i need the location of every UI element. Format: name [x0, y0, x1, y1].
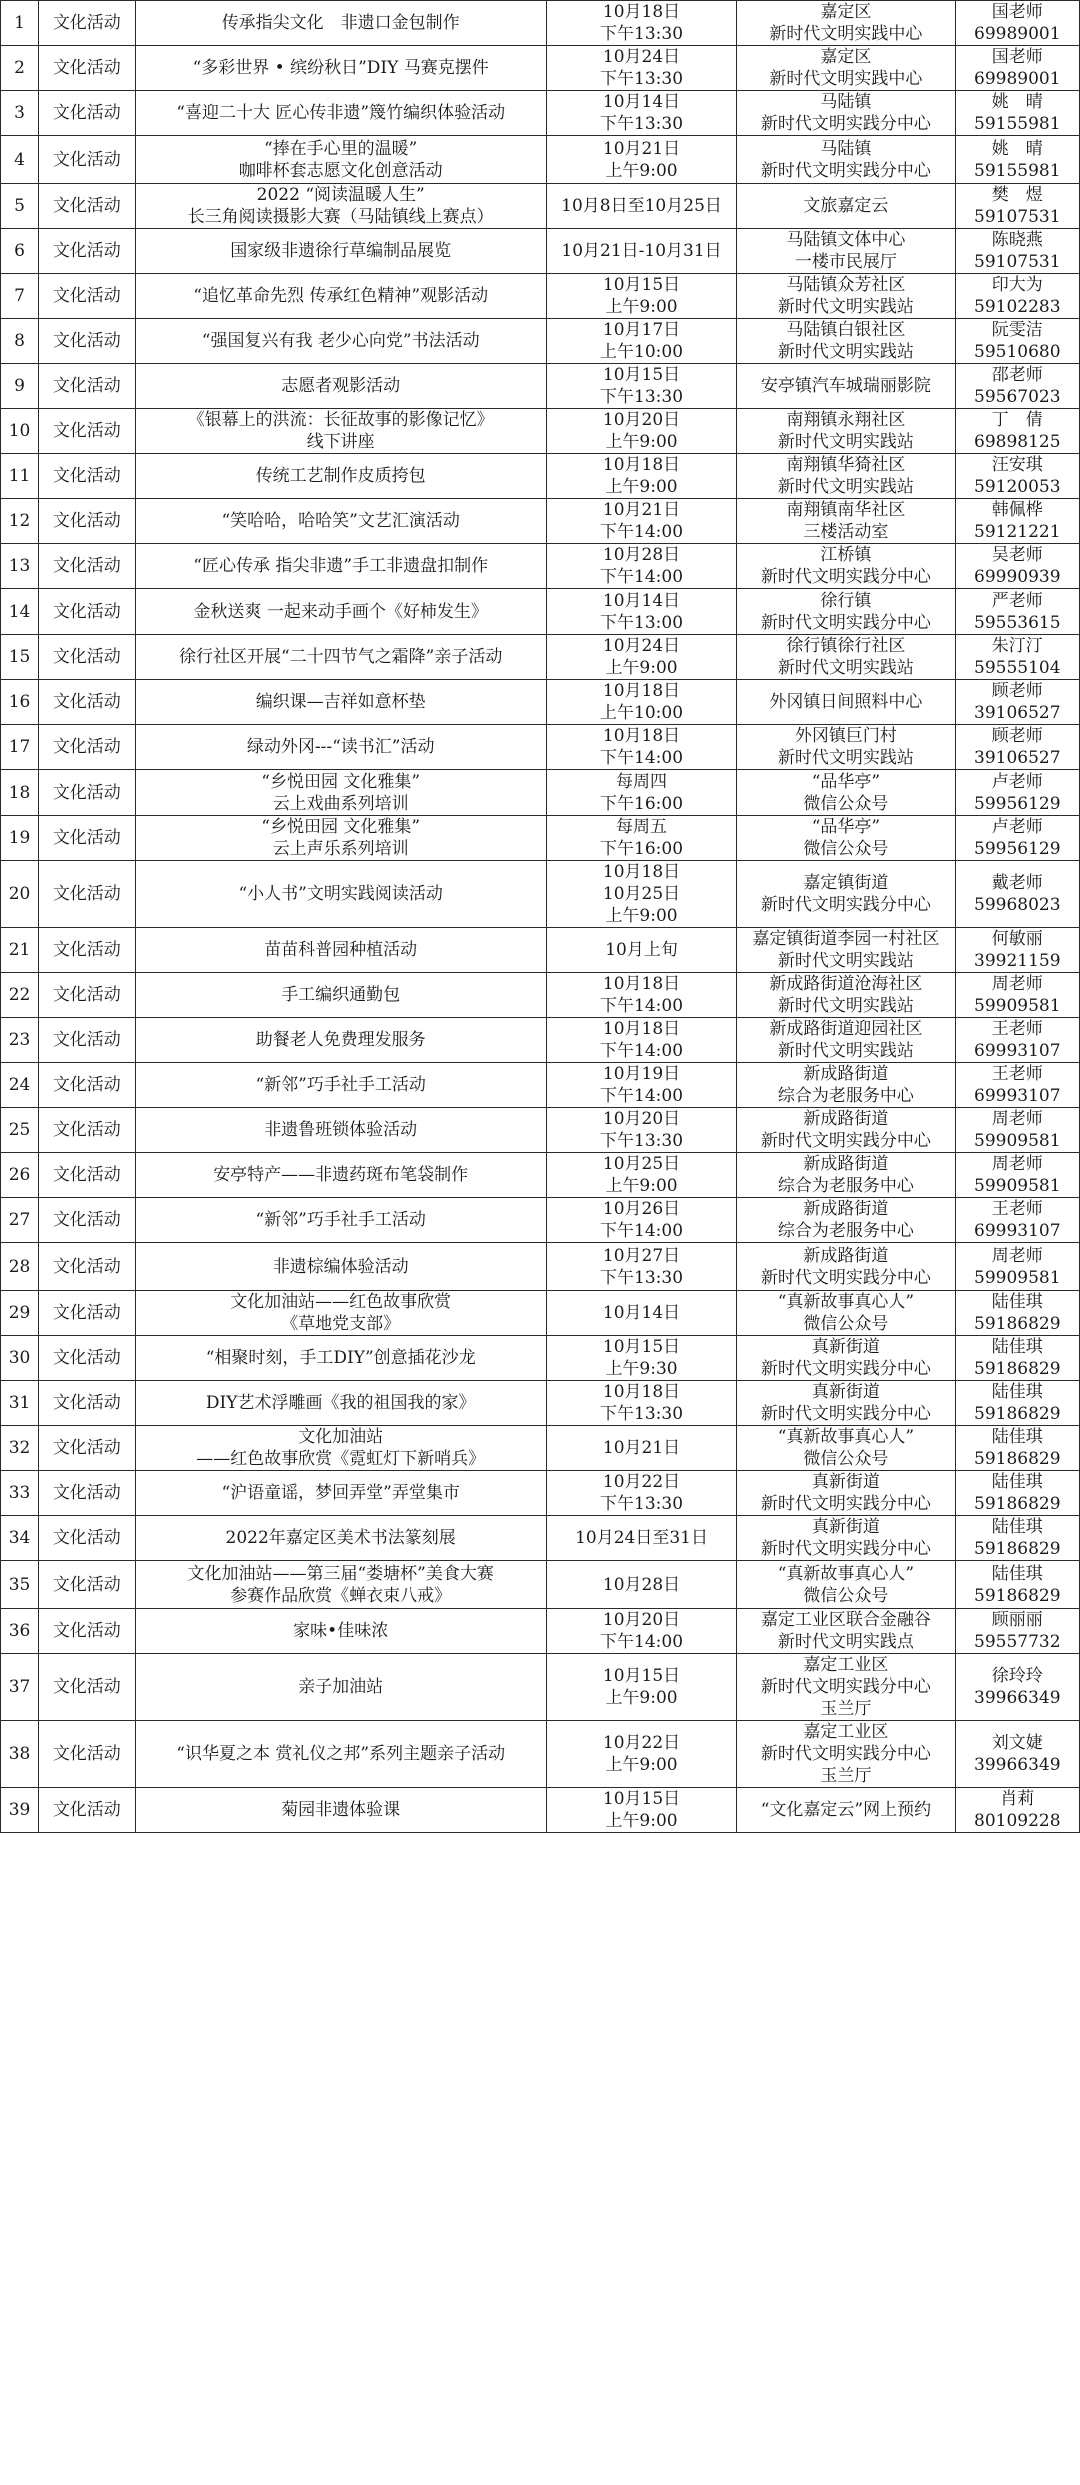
activity-title-cell: “追忆革命先烈 传承红色精神”观影活动 [135, 274, 546, 319]
table-row [1, 1381, 1080, 1426]
row-number: 32 [1, 1426, 39, 1471]
category-cell: 文化活动 [39, 364, 135, 409]
table-row [1, 1471, 1080, 1516]
row-number: 23 [1, 1018, 39, 1063]
table-row [1, 1153, 1080, 1198]
table-row [1, 1018, 1080, 1063]
time-cell: 10月17日 上午10:00 [546, 319, 736, 364]
activity-title-cell: “乡悦田园 文化雅集” 云上戏曲系列培训 [135, 770, 546, 816]
category-cell: 文化活动 [39, 454, 135, 499]
contact-cell: 汪安琪 59120053 [955, 454, 1079, 499]
table-row [1, 319, 1080, 364]
row-number: 6 [1, 229, 39, 274]
table-row [1, 136, 1080, 184]
row-number: 25 [1, 1108, 39, 1153]
location-cell: “真新故事真心人” 微信公众号 [737, 1426, 955, 1471]
time-cell: 10月20日 下午14:00 [546, 1609, 736, 1654]
location-cell: 南翔镇南华社区 三楼活动室 [737, 499, 955, 544]
contact-cell: 印大为 59102283 [955, 274, 1079, 319]
table-row [1, 1426, 1080, 1471]
time-cell: 10月21日-10月31日 [546, 229, 736, 274]
activity-title-cell: “新邻”巧手社手工活动 [135, 1198, 546, 1243]
location-cell: 新成路街道迎园社区 新时代文明实践站 [737, 1018, 955, 1063]
category-cell: 文化活动 [39, 1108, 135, 1153]
category-cell: 文化活动 [39, 319, 135, 364]
table-row [1, 364, 1080, 409]
category-cell: 文化活动 [39, 1721, 135, 1788]
activity-title-cell: 非遗棕编体验活动 [135, 1243, 546, 1291]
location-cell: 嘉定工业区 新时代文明实践分中心 玉兰厅 [737, 1721, 955, 1788]
time-cell: 10月18日 上午10:00 [546, 680, 736, 725]
time-cell: 每周四 下午16:00 [546, 770, 736, 816]
contact-cell: 樊 煜 59107531 [955, 184, 1079, 229]
table-row [1, 1291, 1080, 1336]
activity-title-cell: 绿动外冈---“读书汇”活动 [135, 725, 546, 770]
row-number: 26 [1, 1153, 39, 1198]
table-row [1, 1, 1080, 46]
row-number: 22 [1, 973, 39, 1018]
location-cell: 马陆镇众芳社区 新时代文明实践站 [737, 274, 955, 319]
row-number: 13 [1, 544, 39, 589]
time-cell: 10月19日 下午14:00 [546, 1063, 736, 1108]
contact-cell: 王老师 69993107 [955, 1018, 1079, 1063]
location-cell: 江桥镇 新时代文明实践分中心 [737, 544, 955, 589]
location-cell: 真新街道 新时代文明实践分中心 [737, 1336, 955, 1381]
row-number: 28 [1, 1243, 39, 1291]
time-cell: 10月15日 上午9:00 [546, 1788, 736, 1833]
contact-cell: 王老师 69993107 [955, 1063, 1079, 1108]
category-cell: 文化活动 [39, 91, 135, 136]
time-cell: 10月18日 下午13:30 [546, 1, 736, 46]
row-number: 11 [1, 454, 39, 499]
activity-title-cell: 编织课—吉祥如意杯垫 [135, 680, 546, 725]
location-cell: 南翔镇华猗社区 新时代文明实践站 [737, 454, 955, 499]
activity-title-cell: 文化加油站——第三届“娄塘杯”美食大赛 参赛作品欣赏《蝉衣束八戒》 [135, 1561, 546, 1609]
table-row [1, 725, 1080, 770]
location-cell: 马陆镇白银社区 新时代文明实践站 [737, 319, 955, 364]
location-cell: 嘉定镇街道 新时代文明实践分中心 [737, 861, 955, 928]
location-cell: 徐行镇徐行社区 新时代文明实践站 [737, 635, 955, 680]
activity-title-cell: “新邻”巧手社手工活动 [135, 1063, 546, 1108]
location-cell: “真新故事真心人” 微信公众号 [737, 1561, 955, 1609]
activity-title-cell: “小人书”文明实践阅读活动 [135, 861, 546, 928]
category-cell: 文化活动 [39, 46, 135, 91]
category-cell: 文化活动 [39, 1609, 135, 1654]
location-cell: 安亭镇汽车城瑞丽影院 [737, 364, 955, 409]
time-cell: 10月24日 上午9:00 [546, 635, 736, 680]
contact-cell: 姚 晴 59155981 [955, 136, 1079, 184]
location-cell: 新成路街道 综合为老服务中心 [737, 1198, 955, 1243]
time-cell: 10月24日至31日 [546, 1516, 736, 1561]
category-cell: 文化活动 [39, 136, 135, 184]
activity-title-cell: 手工编织通勤包 [135, 973, 546, 1018]
activity-title-cell: 家味•佳味浓 [135, 1609, 546, 1654]
time-cell: 10月15日 上午9:00 [546, 274, 736, 319]
location-cell: 真新街道 新时代文明实践分中心 [737, 1471, 955, 1516]
row-number: 33 [1, 1471, 39, 1516]
category-cell: 文化活动 [39, 1336, 135, 1381]
time-cell: 10月28日 下午14:00 [546, 544, 736, 589]
activity-title-cell: 苗苗科普园种植活动 [135, 928, 546, 973]
activity-title-cell: “强国复兴有我 老少心向党”书法活动 [135, 319, 546, 364]
contact-cell: 丁 倩 69898125 [955, 409, 1079, 454]
category-cell: 文化活动 [39, 1198, 135, 1243]
contact-cell: 周老师 59909581 [955, 1108, 1079, 1153]
contact-cell: 陆佳琪 59186829 [955, 1561, 1079, 1609]
location-cell: 外冈镇日间照料中心 [737, 680, 955, 725]
row-number: 21 [1, 928, 39, 973]
activity-title-cell: “乡悦田园 文化雅集” 云上声乐系列培训 [135, 816, 546, 861]
table-row [1, 1721, 1080, 1788]
location-cell: 外冈镇巨门村 新时代文明实践站 [737, 725, 955, 770]
location-cell: 嘉定区 新时代文明实践中心 [737, 46, 955, 91]
activity-title-cell: 金秋送爽 一起来动手画个《好柿发生》 [135, 589, 546, 635]
location-cell: 新成路街道 综合为老服务中心 [737, 1063, 955, 1108]
category-cell: 文化活动 [39, 1291, 135, 1336]
time-cell: 10月14日 下午13:00 [546, 589, 736, 635]
contact-cell: 陆佳琪 59186829 [955, 1516, 1079, 1561]
category-cell: 文化活动 [39, 770, 135, 816]
location-cell: 南翔镇永翔社区 新时代文明实践站 [737, 409, 955, 454]
category-cell: 文化活动 [39, 1, 135, 46]
contact-cell: 姚 晴 59155981 [955, 91, 1079, 136]
contact-cell: 陆佳琪 59186829 [955, 1381, 1079, 1426]
table-row [1, 1063, 1080, 1108]
location-cell: 真新街道 新时代文明实践分中心 [737, 1516, 955, 1561]
activity-title-cell: 亲子加油站 [135, 1654, 546, 1721]
row-number: 15 [1, 635, 39, 680]
row-number: 10 [1, 409, 39, 454]
table-row [1, 816, 1080, 861]
activity-title-cell: “喜迎二十大 匠心传非遗”篾竹编织体验活动 [135, 91, 546, 136]
time-cell: 10月24日 下午13:30 [546, 46, 736, 91]
category-cell: 文化活动 [39, 680, 135, 725]
activity-title-cell: “多彩世界 • 缤纷秋日”DIY 马赛克摆件 [135, 46, 546, 91]
location-cell: 文旅嘉定云 [737, 184, 955, 229]
table-row [1, 1609, 1080, 1654]
table-row [1, 274, 1080, 319]
contact-cell: 陆佳琪 59186829 [955, 1426, 1079, 1471]
row-number: 30 [1, 1336, 39, 1381]
row-number: 3 [1, 91, 39, 136]
time-cell: 10月21日 [546, 1426, 736, 1471]
activity-title-cell: 文化加油站——红色故事欣赏 《草地党支部》 [135, 1291, 546, 1336]
location-cell: 嘉定工业区联合金融谷 新时代文明实践点 [737, 1609, 955, 1654]
contact-cell: 陆佳琪 59186829 [955, 1471, 1079, 1516]
location-cell: 新成路街道 新时代文明实践分中心 [737, 1108, 955, 1153]
location-cell: 嘉定区 新时代文明实践中心 [737, 1, 955, 46]
row-number: 29 [1, 1291, 39, 1336]
time-cell: 每周五 下午16:00 [546, 816, 736, 861]
time-cell: 10月18日 下午14:00 [546, 725, 736, 770]
row-number: 36 [1, 1609, 39, 1654]
table-row [1, 861, 1080, 928]
category-cell: 文化活动 [39, 1561, 135, 1609]
activity-title-cell: 国家级非遗徐行草编制品展览 [135, 229, 546, 274]
row-number: 9 [1, 364, 39, 409]
time-cell: 10月18日 上午9:00 [546, 454, 736, 499]
contact-cell: 顾老师 39106527 [955, 725, 1079, 770]
table-row [1, 229, 1080, 274]
category-cell: 文化活动 [39, 1516, 135, 1561]
table-row [1, 1336, 1080, 1381]
activity-title-cell: 《银幕上的洪流：长征故事的影像记忆》 线下讲座 [135, 409, 546, 454]
location-cell: 马陆镇 新时代文明实践分中心 [737, 136, 955, 184]
table-row [1, 635, 1080, 680]
contact-cell: 陆佳琪 59186829 [955, 1336, 1079, 1381]
category-cell: 文化活动 [39, 725, 135, 770]
time-cell: 10月18日 下午14:00 [546, 1018, 736, 1063]
row-number: 34 [1, 1516, 39, 1561]
activity-title-cell: “笑哈哈，哈哈笑”文艺汇演活动 [135, 499, 546, 544]
contact-cell: 吴老师 69990939 [955, 544, 1079, 589]
table-row [1, 91, 1080, 136]
category-cell: 文化活动 [39, 973, 135, 1018]
table-row [1, 1516, 1080, 1561]
row-number: 2 [1, 46, 39, 91]
category-cell: 文化活动 [39, 928, 135, 973]
activity-title-cell: 徐行社区开展“二十四节气之霜降”亲子活动 [135, 635, 546, 680]
time-cell: 10月18日 下午14:00 [546, 973, 736, 1018]
location-cell: 嘉定工业区 新时代文明实践分中心 玉兰厅 [737, 1654, 955, 1721]
location-cell: “品华亭” 微信公众号 [737, 770, 955, 816]
row-number: 27 [1, 1198, 39, 1243]
time-cell: 10月21日 下午14:00 [546, 499, 736, 544]
row-number: 8 [1, 319, 39, 364]
category-cell: 文化活动 [39, 184, 135, 229]
row-number: 31 [1, 1381, 39, 1426]
category-cell: 文化活动 [39, 635, 135, 680]
location-cell: 马陆镇文体中心 一楼市民展厅 [737, 229, 955, 274]
activity-title-cell: 非遗鲁班锁体验活动 [135, 1108, 546, 1153]
table-row [1, 1108, 1080, 1153]
activity-title-cell: “沪语童谣，梦回弄堂”弄堂集市 [135, 1471, 546, 1516]
category-cell: 文化活动 [39, 229, 135, 274]
row-number: 19 [1, 816, 39, 861]
time-cell: 10月27日 下午13:30 [546, 1243, 736, 1291]
table-row [1, 589, 1080, 635]
contact-cell: 刘文婕 39966349 [955, 1721, 1079, 1788]
contact-cell: 周老师 59909581 [955, 973, 1079, 1018]
table-row [1, 454, 1080, 499]
category-cell: 文化活动 [39, 1654, 135, 1721]
contact-cell: 朱汀汀 59555104 [955, 635, 1079, 680]
activity-title-cell: 菊园非遗体验课 [135, 1788, 546, 1833]
contact-cell: 陈晓燕 59107531 [955, 229, 1079, 274]
activity-title-cell: “捧在手心里的温暖” 咖啡杯套志愿文化创意活动 [135, 136, 546, 184]
location-cell: “品华亭” 微信公众号 [737, 816, 955, 861]
table-row [1, 680, 1080, 725]
contact-cell: 阮雯洁 59510680 [955, 319, 1079, 364]
location-cell: 马陆镇 新时代文明实践分中心 [737, 91, 955, 136]
category-cell: 文化活动 [39, 1788, 135, 1833]
activity-title-cell: 2022年嘉定区美术书法篆刻展 [135, 1516, 546, 1561]
time-cell: 10月22日 上午9:00 [546, 1721, 736, 1788]
activity-title-cell: 文化加油站 ——红色故事欣赏《霓虹灯下新哨兵》 [135, 1426, 546, 1471]
contact-cell: 严老师 59553615 [955, 589, 1079, 635]
contact-cell: 邵老师 59567023 [955, 364, 1079, 409]
activity-title-cell: 助餐老人免费理发服务 [135, 1018, 546, 1063]
time-cell: 10月18日 10月25日 上午9:00 [546, 861, 736, 928]
location-cell: 新成路街道 综合为老服务中心 [737, 1153, 955, 1198]
table-row [1, 1243, 1080, 1291]
activity-title-cell: 安亭特产——非遗药斑布笔袋制作 [135, 1153, 546, 1198]
table-row [1, 1561, 1080, 1609]
contact-cell: 徐玲玲 39966349 [955, 1654, 1079, 1721]
activity-title-cell: “相聚时刻，手工DIY”创意插花沙龙 [135, 1336, 546, 1381]
category-cell: 文化活动 [39, 1243, 135, 1291]
time-cell: 10月28日 [546, 1561, 736, 1609]
row-number: 12 [1, 499, 39, 544]
time-cell: 10月18日 下午13:30 [546, 1381, 736, 1426]
category-cell: 文化活动 [39, 861, 135, 928]
row-number: 5 [1, 184, 39, 229]
table-row [1, 184, 1080, 229]
time-cell: 10月15日 上午9:00 [546, 1654, 736, 1721]
contact-cell: 顾老师 39106527 [955, 680, 1079, 725]
row-number: 17 [1, 725, 39, 770]
time-cell: 10月20日 上午9:00 [546, 409, 736, 454]
row-number: 20 [1, 861, 39, 928]
time-cell: 10月15日 下午13:30 [546, 364, 736, 409]
row-number: 18 [1, 770, 39, 816]
table-row [1, 770, 1080, 816]
table-row [1, 499, 1080, 544]
time-cell: 10月14日 [546, 1291, 736, 1336]
row-number: 4 [1, 136, 39, 184]
activity-title-cell: “识华夏之本 赏礼仪之邦”系列主题亲子活动 [135, 1721, 546, 1788]
category-cell: 文化活动 [39, 1018, 135, 1063]
time-cell: 10月25日 上午9:00 [546, 1153, 736, 1198]
time-cell: 10月20日 下午13:30 [546, 1108, 736, 1153]
activity-title-cell: 2022 “阅读温暖人生” 长三角阅读摄影大赛（马陆镇线上赛点） [135, 184, 546, 229]
contact-cell: 王老师 69993107 [955, 1198, 1079, 1243]
table-row [1, 1788, 1080, 1833]
category-cell: 文化活动 [39, 1381, 135, 1426]
contact-cell: 国老师 69989001 [955, 1, 1079, 46]
contact-cell: 韩佩桦 59121221 [955, 499, 1079, 544]
contact-cell: 周老师 59909581 [955, 1153, 1079, 1198]
location-cell: “文化嘉定云”网上预约 [737, 1788, 955, 1833]
location-cell: 嘉定镇街道李园一村社区 新时代文明实践站 [737, 928, 955, 973]
contact-cell: 周老师 59909581 [955, 1243, 1079, 1291]
row-number: 35 [1, 1561, 39, 1609]
time-cell: 10月上旬 [546, 928, 736, 973]
contact-cell: 何敏丽 39921159 [955, 928, 1079, 973]
row-number: 39 [1, 1788, 39, 1833]
row-number: 7 [1, 274, 39, 319]
activity-title-cell: DIY艺术浮雕画《我的祖国我的家》 [135, 1381, 546, 1426]
row-number: 1 [1, 1, 39, 46]
row-number: 14 [1, 589, 39, 635]
time-cell: 10月15日 上午9:30 [546, 1336, 736, 1381]
table-row [1, 1654, 1080, 1721]
row-number: 24 [1, 1063, 39, 1108]
contact-cell: 国老师 69989001 [955, 46, 1079, 91]
contact-cell: 戴老师 59968023 [955, 861, 1079, 928]
time-cell: 10月26日 下午14:00 [546, 1198, 736, 1243]
location-cell: 真新街道 新时代文明实践分中心 [737, 1381, 955, 1426]
contact-cell: 卢老师 59956129 [955, 770, 1079, 816]
table-row [1, 1198, 1080, 1243]
table-row [1, 46, 1080, 91]
table-row [1, 544, 1080, 589]
category-cell: 文化活动 [39, 1063, 135, 1108]
activity-title-cell: 志愿者观影活动 [135, 364, 546, 409]
activity-title-cell: 传承指尖文化 非遗口金包制作 [135, 1, 546, 46]
time-cell: 10月22日 下午13:30 [546, 1471, 736, 1516]
table-row [1, 409, 1080, 454]
location-cell: “真新故事真心人” 微信公众号 [737, 1291, 955, 1336]
row-number: 38 [1, 1721, 39, 1788]
table-row [1, 928, 1080, 973]
location-cell: 新成路街道 新时代文明实践分中心 [737, 1243, 955, 1291]
row-number: 16 [1, 680, 39, 725]
location-cell: 新成路街道沧海社区 新时代文明实践站 [737, 973, 955, 1018]
category-cell: 文化活动 [39, 1471, 135, 1516]
contact-cell: 顾丽丽 59557732 [955, 1609, 1079, 1654]
category-cell: 文化活动 [39, 499, 135, 544]
time-cell: 10月14日 下午13:30 [546, 91, 736, 136]
category-cell: 文化活动 [39, 1426, 135, 1471]
category-cell: 文化活动 [39, 274, 135, 319]
row-number: 37 [1, 1654, 39, 1721]
category-cell: 文化活动 [39, 1153, 135, 1198]
contact-cell: 陆佳琪 59186829 [955, 1291, 1079, 1336]
category-cell: 文化活动 [39, 544, 135, 589]
time-cell: 10月21日 上午9:00 [546, 136, 736, 184]
contact-cell: 卢老师 59956129 [955, 816, 1079, 861]
category-cell: 文化活动 [39, 816, 135, 861]
time-cell: 10月8日至10月25日 [546, 184, 736, 229]
category-cell: 文化活动 [39, 589, 135, 635]
activity-title-cell: “匠心传承 指尖非遗”手工非遗盘扣制作 [135, 544, 546, 589]
location-cell: 徐行镇 新时代文明实践分中心 [737, 589, 955, 635]
table-row [1, 973, 1080, 1018]
category-cell: 文化活动 [39, 409, 135, 454]
contact-cell: 肖莉 80109228 [955, 1788, 1079, 1833]
activity-title-cell: 传统工艺制作皮质挎包 [135, 454, 546, 499]
